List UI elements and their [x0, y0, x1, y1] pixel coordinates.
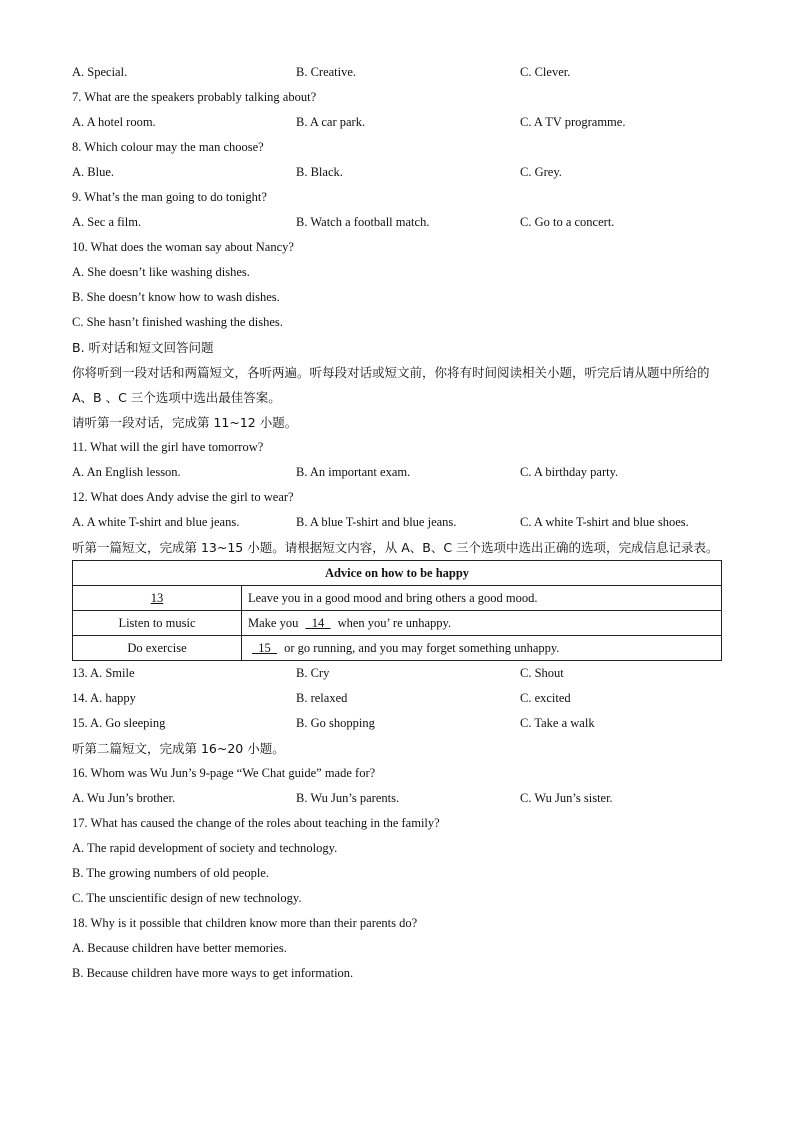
blank-13[interactable]: 13 [150, 590, 164, 605]
option-c[interactable]: C. She hasn’t finished washing the dishes. [72, 315, 283, 329]
question-7: 7. What are the speakers probably talking about? [72, 90, 317, 104]
option-a[interactable]: A. Wu Jun’s brother. [72, 791, 176, 805]
option-a[interactable]: A. The rapid development of society and technology. [72, 841, 338, 855]
question-8: 8. Which colour may the man choose? [72, 140, 264, 154]
table-text: when you’ re unhappy. [337, 615, 452, 630]
table-cell: Listen to music [73, 611, 242, 636]
section-b-instructions: 你将听到一段对话和两篇短文，各听两遍。听每段对话或短文前，你将有时间阅读相关小题，听完后请从题中所给的 A、B 、C 三个选项中选出最佳答案。 [72, 365, 710, 405]
q8-options [72, 160, 722, 185]
option-a[interactable]: A. A hotel room. [72, 115, 156, 129]
question-18: 18. Why is it possible that children know more than their parents do? [72, 916, 418, 930]
option-c[interactable]: C. A white T-shirt and blue shoes. [520, 515, 689, 529]
table-cell: Leave you in a good mood and bring others a good mood. [242, 586, 722, 611]
dialog-intro: 请听第一段对话，完成第 11~12 小题。 [72, 415, 298, 430]
option-b[interactable]: B. Wu Jun’s parents. [296, 791, 400, 805]
option-b[interactable]: B. She doesn’t know how to wash dishes. [72, 290, 280, 304]
option-c[interactable]: C. Take a walk [520, 716, 595, 730]
option-c[interactable]: C. A birthday party. [520, 465, 619, 479]
q13-options [72, 661, 722, 686]
advice-table [72, 560, 722, 661]
option-a[interactable]: 13. A. Smile [72, 666, 135, 680]
option-b[interactable]: B. Watch a football match. [296, 215, 430, 229]
option-b[interactable]: B. Cry [296, 666, 330, 680]
question-9: 9. What’s the man going to do tonight? [72, 190, 267, 204]
option-c[interactable]: C. A TV programme. [520, 115, 626, 129]
option-b[interactable]: B. relaxed [296, 691, 348, 705]
table-title: Advice on how to be happy [73, 561, 722, 586]
q15-options [72, 711, 722, 736]
option-c[interactable]: C. excited [520, 691, 571, 705]
option-a[interactable]: A. An English lesson. [72, 465, 181, 479]
q16-options [72, 786, 722, 811]
blank-15[interactable]: 15 [258, 640, 271, 655]
option-c[interactable]: C. Go to a concert. [520, 215, 615, 229]
option-b[interactable]: B. Go shopping [296, 716, 375, 730]
option-c[interactable]: C. The unscientific design of new technology. [72, 891, 302, 905]
passage2-intro: 听第二篇短文，完成第 16~20 小题。 [72, 741, 285, 756]
question-17: 17. What has caused the change of the roles about teaching in the family? [72, 816, 440, 830]
table-text: or go running, and you may forget something unhappy. [284, 640, 560, 655]
option-b[interactable]: B. Creative. [296, 65, 357, 79]
option-b[interactable]: B. The growing numbers of old people. [72, 866, 269, 880]
option-c[interactable]: C. Grey. [520, 165, 562, 179]
question-12: 12. What does Andy advise the girl to wear? [72, 490, 294, 504]
question-10: 10. What does the woman say about Nancy? [72, 240, 294, 254]
table-row [73, 636, 722, 661]
table-cell: Do exercise [73, 636, 242, 661]
exam-page [72, 60, 722, 986]
option-b[interactable]: B. An important exam. [296, 465, 411, 479]
table-row [73, 586, 722, 611]
option-c[interactable]: C. Shout [520, 666, 564, 680]
option-a[interactable]: A. Blue. [72, 165, 115, 179]
section-b-title: B. 听对话和短文回答问题 [72, 340, 214, 355]
option-c[interactable]: C. Clever. [520, 65, 571, 79]
passage1-intro: 听第一篇短文，完成第 13~15 小题。请根据短文内容，从 A、B、C 三个选项中选出正确的选项，完成信息记录表。 [72, 540, 719, 555]
option-b[interactable]: B. Black. [296, 165, 343, 179]
option-a[interactable]: A. Because children have better memories. [72, 941, 287, 955]
question-16: 16. Whom was Wu Jun’s 9-page “We Chat guide” made for? [72, 766, 376, 780]
q12-options [72, 510, 722, 535]
option-c[interactable]: C. Wu Jun’s sister. [520, 791, 613, 805]
option-b[interactable]: B. Because children have more ways to get information. [72, 966, 354, 980]
q11-options [72, 460, 722, 485]
q7-options [72, 110, 722, 135]
option-a[interactable]: 14. A. happy [72, 691, 136, 705]
option-b[interactable]: B. A blue T-shirt and blue jeans. [296, 515, 457, 529]
option-a[interactable]: A. Sec a film. [72, 215, 142, 229]
table-row [73, 611, 722, 636]
option-a[interactable]: A. Special. [72, 65, 128, 79]
table-text: Make you [248, 615, 299, 630]
option-a[interactable]: 15. A. Go sleeping [72, 716, 166, 730]
option-a[interactable]: A. She doesn’t like washing dishes. [72, 265, 250, 279]
question-11: 11. What will the girl have tomorrow? [72, 440, 264, 454]
q9-options [72, 210, 722, 235]
option-a[interactable]: A. A white T-shirt and blue jeans. [72, 515, 240, 529]
q14-options [72, 686, 722, 711]
q6-options [72, 60, 722, 85]
option-b[interactable]: B. A car park. [296, 115, 366, 129]
blank-14[interactable]: 14 [311, 615, 325, 630]
